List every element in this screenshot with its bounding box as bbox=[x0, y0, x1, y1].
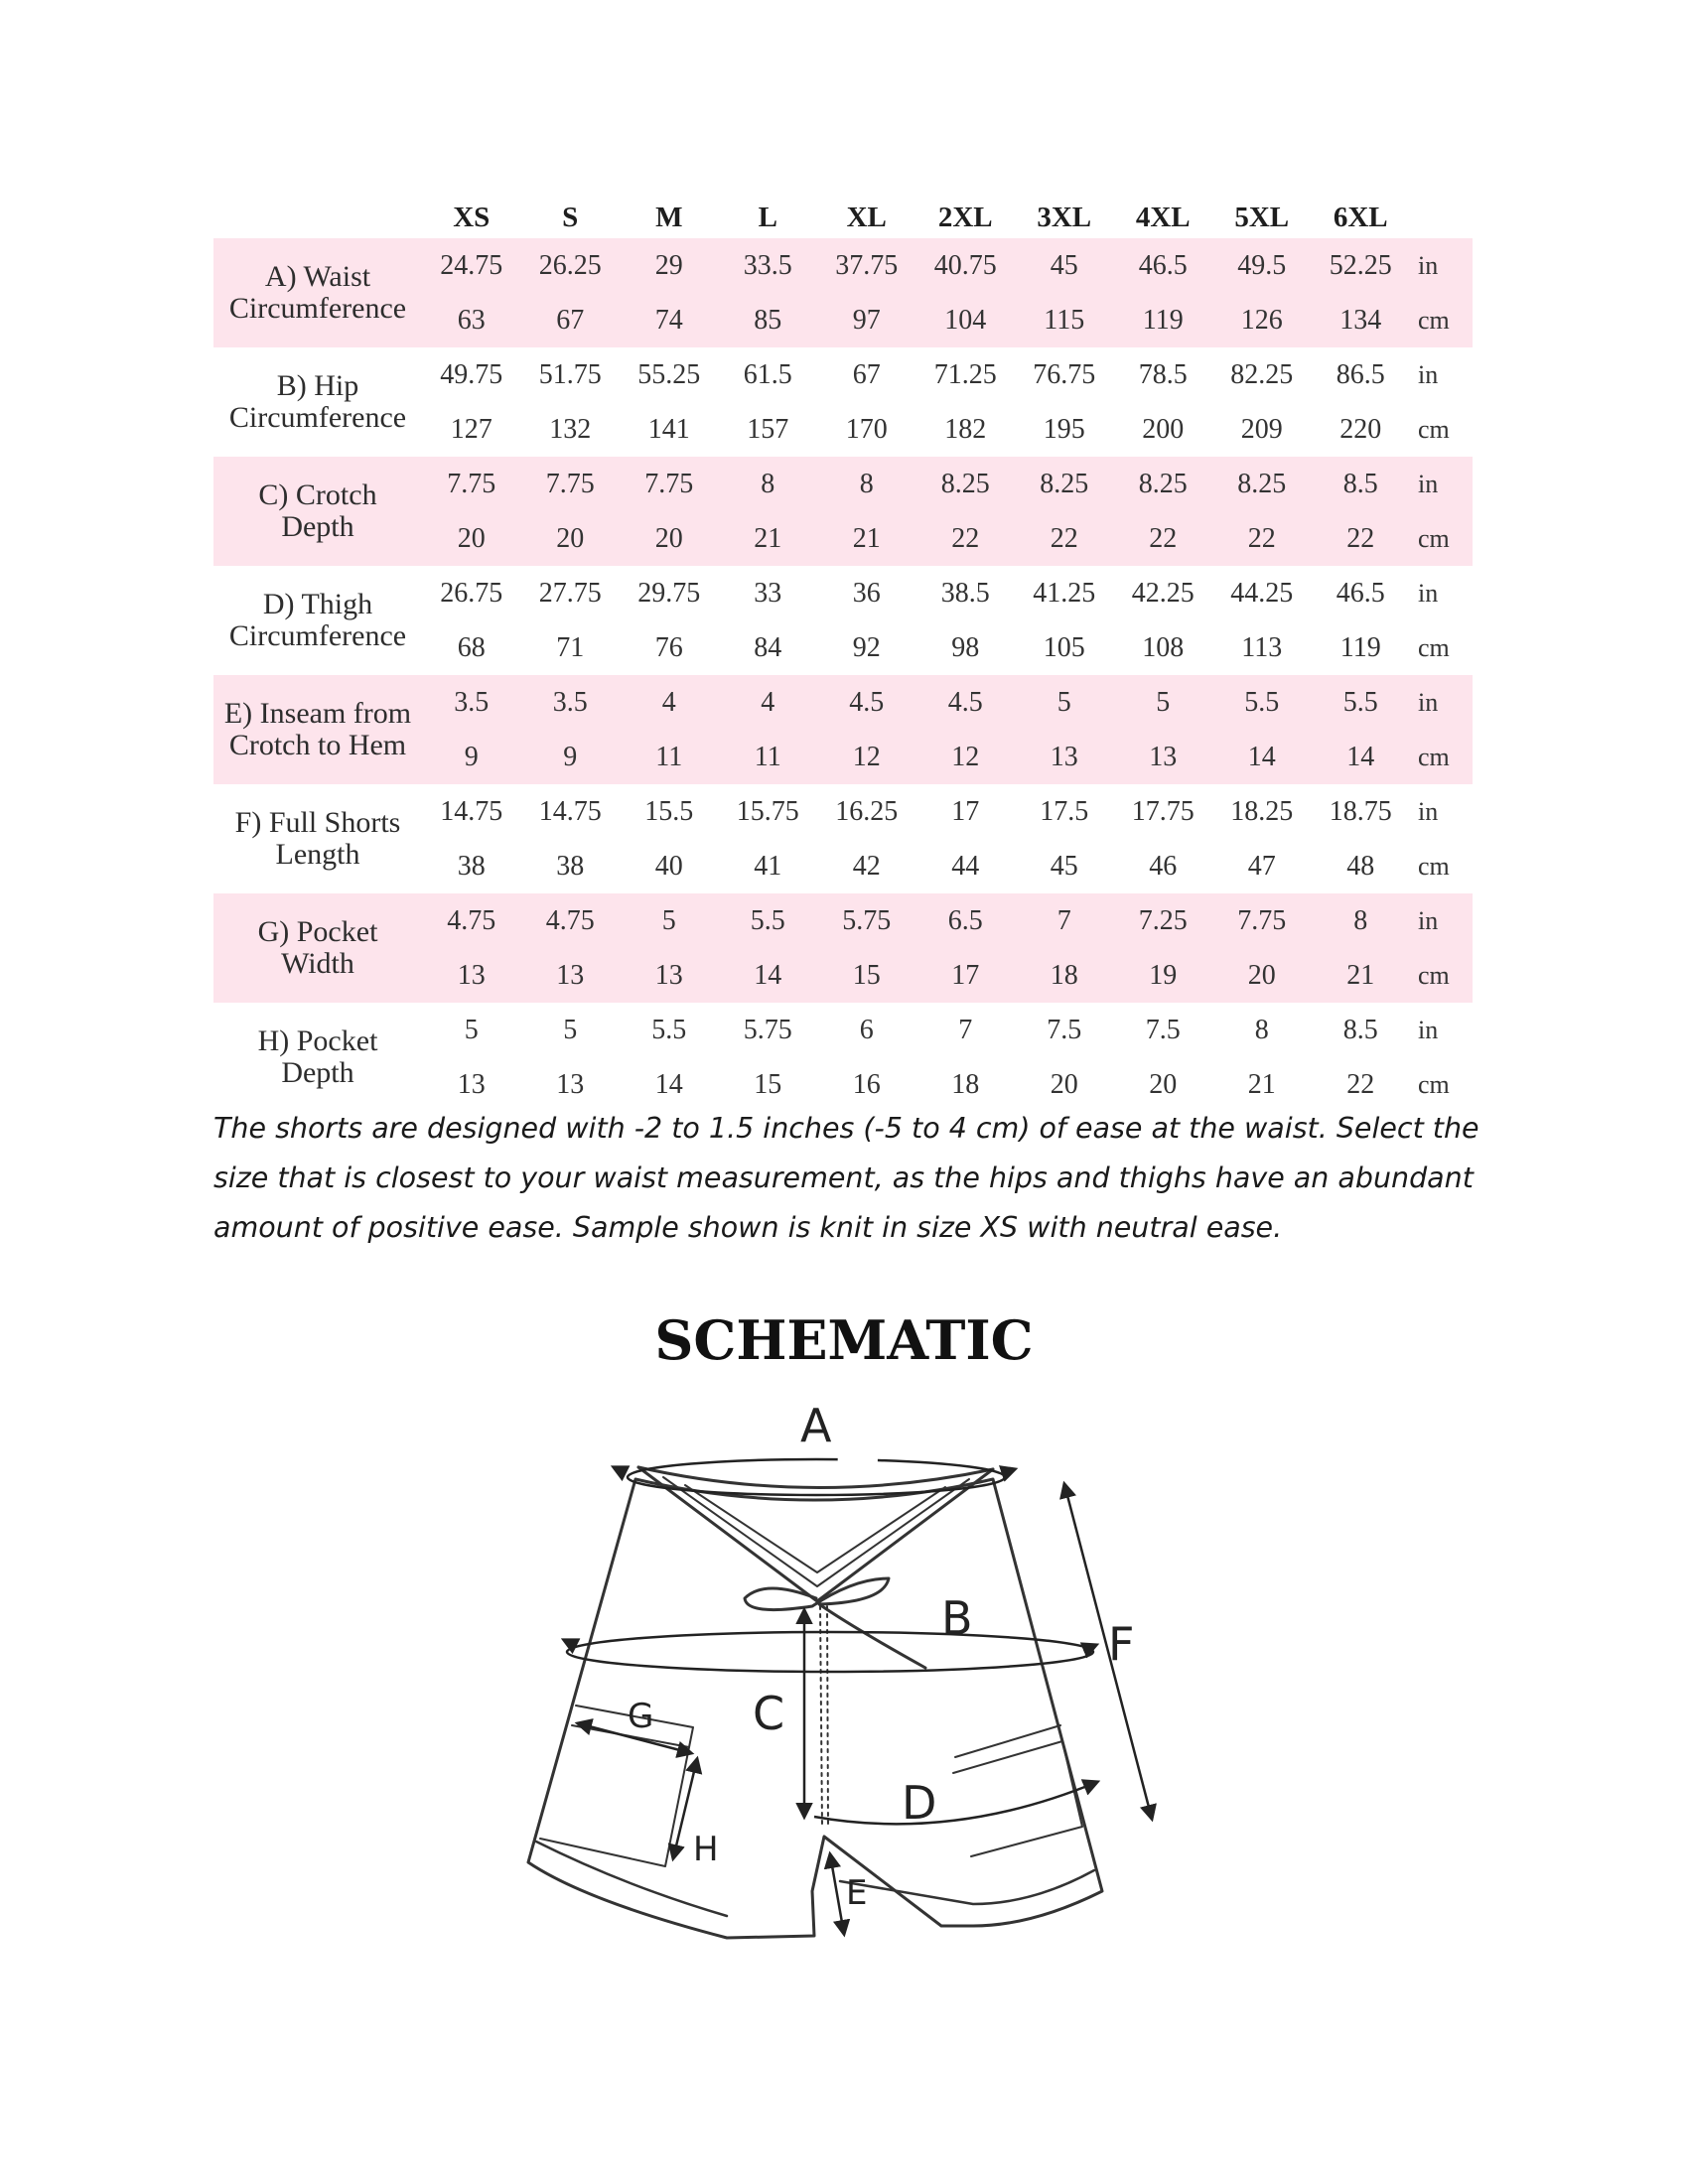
unit-cm: cm bbox=[1410, 293, 1473, 347]
value-cell-cm: 182 bbox=[944, 413, 987, 445]
value-cell-cm: 14 bbox=[719, 948, 818, 1003]
value-cell-inches: 51.75 bbox=[538, 358, 602, 390]
value-cell-cm: 21 bbox=[1247, 1068, 1276, 1100]
unit-cm: cm bbox=[1410, 511, 1473, 566]
value-cell-inches: 7.5 bbox=[1047, 1014, 1082, 1045]
value-cell-inches: 17 bbox=[951, 795, 980, 827]
value-cell-inches: 6.5 bbox=[916, 893, 1016, 948]
unit-inches: in bbox=[1410, 893, 1473, 948]
value-cell-cm: 67 bbox=[521, 293, 621, 347]
size-chart-table bbox=[213, 183, 1473, 1112]
label-h: H bbox=[693, 1830, 719, 1869]
value-cell-cm: 20 bbox=[1050, 1068, 1078, 1100]
value-cell-inches: 5 bbox=[563, 1014, 578, 1045]
measurement-label-line2: Circumference bbox=[228, 619, 407, 652]
hip-arrow bbox=[567, 1632, 1093, 1672]
value-cell-cm: 14 bbox=[1312, 730, 1411, 784]
value-cell-inches: 4.5 bbox=[817, 675, 916, 730]
value-cell-cm: 9 bbox=[521, 730, 621, 784]
value-cell-cm: 126 bbox=[1212, 293, 1312, 347]
value-cell-cm: 84 bbox=[754, 631, 782, 663]
value-cell-inches: 17.75 bbox=[1131, 795, 1195, 827]
unit-inches: in bbox=[1418, 578, 1439, 608]
value-cell-cm: 127 bbox=[450, 413, 492, 445]
value-cell-inches: 4.5 bbox=[916, 675, 1016, 730]
value-cell-cm: 21 bbox=[1312, 948, 1411, 1003]
measurement-label-line2: Crotch to Hem bbox=[228, 729, 407, 761]
value-cell-inches: 26.75 bbox=[440, 577, 503, 609]
value-cell-cm: 115 bbox=[1015, 293, 1114, 347]
value-cell-inches: 16.25 bbox=[835, 795, 899, 827]
value-cell-inches: 61.5 bbox=[743, 358, 792, 390]
value-cell-cm: 209 bbox=[1240, 413, 1283, 445]
value-cell-inches: 8.5 bbox=[1342, 1014, 1378, 1045]
value-cell-inches: 45 bbox=[1015, 238, 1114, 293]
measurement-row-inches bbox=[213, 784, 1473, 839]
value-cell-cm: 97 bbox=[817, 293, 916, 347]
measurement-label-line2: Depth bbox=[281, 510, 354, 543]
label-a: A bbox=[800, 1399, 832, 1452]
value-cell-cm: 22 bbox=[1312, 511, 1411, 566]
value-cell-cm: 18 bbox=[1015, 948, 1114, 1003]
value-cell-cm: 20 bbox=[521, 511, 621, 566]
value-cell-cm: 13 bbox=[457, 1068, 486, 1100]
value-cell-cm: 108 bbox=[1142, 631, 1185, 663]
value-cell-cm: 44 bbox=[951, 850, 980, 882]
value-cell-cm: 15 bbox=[754, 1068, 782, 1100]
value-cell-cm: 17 bbox=[916, 948, 1016, 1003]
value-cell-inches: 46.5 bbox=[1114, 238, 1213, 293]
value-cell-inches: 5.5 bbox=[1312, 675, 1411, 730]
label-f: F bbox=[1108, 1617, 1135, 1671]
waistband bbox=[638, 1467, 993, 1488]
measurement-label-line2: Circumference bbox=[228, 292, 407, 325]
value-cell-inches: 8 bbox=[817, 457, 916, 511]
value-cell-inches: 41.25 bbox=[1033, 577, 1096, 609]
value-cell-cm: 22 bbox=[1346, 1068, 1375, 1100]
value-cell-inches: 8.25 bbox=[1015, 457, 1114, 511]
size-header: M bbox=[655, 202, 683, 233]
measurement-label-line1: E) Inseam from bbox=[223, 697, 412, 730]
measurement-label-line1: H) Pocket bbox=[257, 1024, 378, 1057]
value-cell-cm: 113 bbox=[1241, 631, 1283, 663]
value-cell-cm: 12 bbox=[817, 730, 916, 784]
value-cell-cm: 20 bbox=[1212, 948, 1312, 1003]
value-cell-cm: 119 bbox=[1339, 631, 1381, 663]
unit-cm: cm bbox=[1418, 632, 1450, 662]
value-cell-cm: 13 bbox=[521, 948, 621, 1003]
size-header: 2XL bbox=[937, 202, 993, 233]
value-cell-inches: 15.5 bbox=[644, 795, 694, 827]
measurement-row-inches bbox=[213, 1003, 1473, 1057]
value-cell-cm: 68 bbox=[457, 631, 486, 663]
value-cell-inches: 24.75 bbox=[422, 238, 521, 293]
measurement-label-line2: Circumference bbox=[228, 401, 407, 434]
value-cell-cm: 13 bbox=[620, 948, 719, 1003]
size-header: 5XL bbox=[1234, 202, 1290, 233]
measurement-label-line1: C) Crotch bbox=[258, 478, 377, 511]
value-cell-inches: 15.75 bbox=[736, 795, 799, 827]
measurement-row-inches bbox=[213, 238, 1473, 293]
measurement-label bbox=[213, 784, 422, 893]
unit-inches: in bbox=[1418, 796, 1439, 826]
size-header: 6XL bbox=[1333, 202, 1388, 233]
value-cell-cm: 85 bbox=[719, 293, 818, 347]
unit-inches: in bbox=[1418, 1015, 1439, 1044]
value-cell-inches: 7.5 bbox=[1145, 1014, 1181, 1045]
value-cell-inches: 5 bbox=[1015, 675, 1114, 730]
value-cell-cm: 132 bbox=[549, 413, 592, 445]
value-cell-cm: 48 bbox=[1346, 850, 1375, 882]
measurement-label-line1: G) Pocket bbox=[257, 915, 378, 948]
value-cell-inches: 40.75 bbox=[916, 238, 1016, 293]
measurement-row-inches bbox=[213, 566, 1473, 620]
ease-note: The shorts are designed with -2 to 1.5 inches (-5 to 4 cm) of ease at the waist. Select the size that is closest to your waist measurement, as the hips and thighs have an abundant amount of positive ease. Sample shown is knit in size XS with neutral ease. bbox=[213, 1112, 1479, 1244]
value-cell-cm: 134 bbox=[1312, 293, 1411, 347]
size-chart-body bbox=[213, 238, 1473, 1112]
value-cell-cm: 46 bbox=[1149, 850, 1178, 882]
value-cell-inches: 71.25 bbox=[933, 358, 997, 390]
value-cell-inches: 8.25 bbox=[916, 457, 1016, 511]
value-cell-inches: 26.25 bbox=[521, 238, 621, 293]
measurement-label bbox=[213, 457, 422, 566]
value-cell-cm: 13 bbox=[556, 1068, 585, 1100]
size-header: L bbox=[758, 202, 777, 233]
thigh-arrow bbox=[814, 1782, 1097, 1824]
value-cell-inches: 5.75 bbox=[817, 893, 916, 948]
unit-cm: cm bbox=[1410, 948, 1473, 1003]
value-cell-cm: 21 bbox=[719, 511, 818, 566]
value-cell-inches: 3.5 bbox=[521, 675, 621, 730]
value-cell-cm: 40 bbox=[654, 850, 683, 882]
value-cell-cm: 41 bbox=[754, 850, 782, 882]
value-cell-inches: 7.25 bbox=[1114, 893, 1213, 948]
unit-cm: cm bbox=[1410, 730, 1473, 784]
measurement-label-line1: A) Waist bbox=[264, 260, 371, 293]
value-cell-cm: 13 bbox=[422, 948, 521, 1003]
value-cell-inches: 8 bbox=[1254, 1014, 1269, 1045]
value-cell-cm: 119 bbox=[1114, 293, 1213, 347]
value-cell-inches: 49.5 bbox=[1212, 238, 1312, 293]
measurement-label-line2: Depth bbox=[281, 1056, 354, 1089]
right-hem bbox=[840, 1870, 1094, 1904]
value-cell-inches: 49.75 bbox=[440, 358, 503, 390]
value-cell-cm: 38 bbox=[457, 850, 486, 882]
value-cell-cm: 11 bbox=[719, 730, 818, 784]
value-cell-inches: 7 bbox=[1015, 893, 1114, 948]
corner-cell bbox=[213, 183, 422, 238]
value-cell-inches: 67 bbox=[852, 358, 881, 390]
value-cell-cm: 19 bbox=[1114, 948, 1213, 1003]
value-cell-cm: 74 bbox=[620, 293, 719, 347]
value-cell-cm: 38 bbox=[556, 850, 585, 882]
measurement-label bbox=[213, 1003, 422, 1112]
value-cell-inches: 36 bbox=[852, 577, 881, 609]
unit-cm: cm bbox=[1418, 414, 1450, 444]
size-header: 4XL bbox=[1135, 202, 1191, 233]
value-cell-inches: 5.75 bbox=[743, 1014, 792, 1045]
unit-header bbox=[1410, 183, 1473, 238]
value-cell-inches: 5.5 bbox=[719, 893, 818, 948]
value-cell-inches: 7.75 bbox=[521, 457, 621, 511]
measurement-label-line1: F) Full Shorts bbox=[234, 806, 401, 839]
value-cell-cm: 14 bbox=[1212, 730, 1312, 784]
value-cell-inches: 8.5 bbox=[1312, 457, 1411, 511]
schematic-title: SCHEMATIC bbox=[654, 1308, 1034, 1372]
value-cell-cm: 22 bbox=[1212, 511, 1312, 566]
value-cell-inches: 29 bbox=[620, 238, 719, 293]
value-cell-inches: 52.25 bbox=[1312, 238, 1411, 293]
label-b: B bbox=[941, 1591, 973, 1645]
value-cell-inches: 5 bbox=[464, 1014, 479, 1045]
size-header: XL bbox=[846, 202, 887, 233]
value-cell-inches: 8 bbox=[719, 457, 818, 511]
center-seam bbox=[820, 1606, 822, 1827]
value-cell-inches: 7.75 bbox=[620, 457, 719, 511]
unit-cm: cm bbox=[1418, 1069, 1450, 1099]
value-cell-cm: 200 bbox=[1142, 413, 1185, 445]
value-cell-inches: 4 bbox=[719, 675, 818, 730]
value-cell-cm: 21 bbox=[817, 511, 916, 566]
label-c: C bbox=[753, 1687, 785, 1740]
value-cell-inches: 8 bbox=[1312, 893, 1411, 948]
measurement-row-inches bbox=[213, 893, 1473, 948]
value-cell-cm: 45 bbox=[1050, 850, 1078, 882]
value-cell-cm: 18 bbox=[951, 1068, 980, 1100]
value-cell-inches: 42.25 bbox=[1131, 577, 1195, 609]
unit-inches: in bbox=[1418, 359, 1439, 389]
value-cell-inches: 29.75 bbox=[637, 577, 701, 609]
value-cell-inches: 6 bbox=[859, 1014, 874, 1045]
value-cell-inches: 3.5 bbox=[422, 675, 521, 730]
value-cell-inches: 18.75 bbox=[1329, 795, 1392, 827]
value-cell-inches: 38.5 bbox=[940, 577, 990, 609]
label-d: D bbox=[902, 1776, 937, 1830]
value-cell-cm: 105 bbox=[1043, 631, 1085, 663]
value-cell-inches: 8.25 bbox=[1114, 457, 1213, 511]
measurement-label-line1: B) Hip bbox=[276, 369, 359, 402]
unit-inches: in bbox=[1410, 238, 1473, 293]
value-cell-cm: 13 bbox=[1015, 730, 1114, 784]
size-header: 3XL bbox=[1037, 202, 1092, 233]
value-cell-inches: 55.25 bbox=[637, 358, 701, 390]
measurement-label bbox=[213, 347, 422, 457]
value-cell-cm: 47 bbox=[1247, 850, 1276, 882]
value-cell-cm: 22 bbox=[1114, 511, 1213, 566]
value-cell-cm: 16 bbox=[852, 1068, 881, 1100]
value-cell-cm: 157 bbox=[747, 413, 789, 445]
value-cell-inches: 8.25 bbox=[1212, 457, 1312, 511]
value-cell-inches: 5.5 bbox=[1212, 675, 1312, 730]
value-cell-inches: 27.75 bbox=[538, 577, 602, 609]
value-cell-cm: 92 bbox=[852, 631, 881, 663]
value-cell-inches: 5.5 bbox=[651, 1014, 687, 1045]
value-cell-cm: 20 bbox=[1149, 1068, 1178, 1100]
value-cell-inches: 33 bbox=[754, 577, 782, 609]
value-cell-cm: 22 bbox=[1015, 511, 1114, 566]
value-cell-inches: 17.5 bbox=[1040, 795, 1089, 827]
value-cell-cm: 42 bbox=[852, 850, 881, 882]
shorts-schematic bbox=[496, 1390, 1192, 1946]
drawstring bbox=[745, 1578, 925, 1668]
value-cell-cm: 13 bbox=[1114, 730, 1213, 784]
shorts-outline bbox=[528, 1479, 1102, 1938]
measurement-label bbox=[213, 675, 422, 784]
measurement-row-inches bbox=[213, 457, 1473, 511]
measurement-row-inches bbox=[213, 347, 1473, 402]
unit-cm: cm bbox=[1418, 851, 1450, 881]
size-header: S bbox=[562, 202, 579, 233]
value-cell-cm: 141 bbox=[647, 413, 690, 445]
label-g: G bbox=[628, 1697, 654, 1736]
value-cell-cm: 220 bbox=[1339, 413, 1382, 445]
value-cell-inches: 7.75 bbox=[422, 457, 521, 511]
measurement-label bbox=[213, 566, 422, 675]
value-cell-cm: 14 bbox=[654, 1068, 683, 1100]
value-cell-inches: 4.75 bbox=[422, 893, 521, 948]
value-cell-cm: 20 bbox=[620, 511, 719, 566]
value-cell-cm: 15 bbox=[817, 948, 916, 1003]
value-cell-cm: 195 bbox=[1043, 413, 1085, 445]
value-cell-inches: 5 bbox=[620, 893, 719, 948]
value-cell-inches: 37.75 bbox=[817, 238, 916, 293]
value-cell-cm: 98 bbox=[951, 631, 980, 663]
measurement-row-inches bbox=[213, 675, 1473, 730]
label-e: E bbox=[846, 1873, 868, 1913]
value-cell-cm: 104 bbox=[916, 293, 1016, 347]
value-cell-cm: 12 bbox=[916, 730, 1016, 784]
inseam-arrow bbox=[830, 1854, 844, 1934]
value-cell-inches: 82.25 bbox=[1230, 358, 1294, 390]
size-header-row bbox=[213, 183, 1473, 238]
value-cell-cm: 22 bbox=[916, 511, 1016, 566]
value-cell-cm: 20 bbox=[422, 511, 521, 566]
value-cell-inches: 7 bbox=[958, 1014, 973, 1045]
measurement-label-line2: Length bbox=[275, 838, 360, 871]
value-cell-cm: 63 bbox=[422, 293, 521, 347]
right-pocket bbox=[953, 1741, 1082, 1856]
value-cell-inches: 33.5 bbox=[719, 238, 818, 293]
value-cell-inches: 46.5 bbox=[1336, 577, 1385, 609]
value-cell-inches: 4.75 bbox=[521, 893, 621, 948]
size-header: XS bbox=[453, 202, 491, 233]
value-cell-inches: 14.75 bbox=[440, 795, 503, 827]
unit-inches: in bbox=[1410, 457, 1473, 511]
value-cell-cm: 71 bbox=[556, 631, 585, 663]
value-cell-cm: 11 bbox=[620, 730, 719, 784]
value-cell-inches: 7.75 bbox=[1212, 893, 1312, 948]
value-cell-inches: 78.5 bbox=[1138, 358, 1188, 390]
value-cell-inches: 18.25 bbox=[1230, 795, 1294, 827]
measurement-label bbox=[213, 893, 422, 1003]
value-cell-inches: 76.75 bbox=[1033, 358, 1096, 390]
value-cell-cm: 170 bbox=[845, 413, 888, 445]
value-cell-inches: 14.75 bbox=[538, 795, 602, 827]
unit-inches: in bbox=[1410, 675, 1473, 730]
value-cell-cm: 76 bbox=[654, 631, 683, 663]
measurement-label-line2: Width bbox=[281, 947, 354, 980]
value-cell-cm: 9 bbox=[422, 730, 521, 784]
value-cell-inches: 44.25 bbox=[1230, 577, 1294, 609]
value-cell-inches: 5 bbox=[1114, 675, 1213, 730]
measurement-label bbox=[213, 238, 422, 347]
measurement-label-line1: D) Thigh bbox=[262, 588, 373, 620]
value-cell-inches: 4 bbox=[620, 675, 719, 730]
value-cell-inches: 86.5 bbox=[1336, 358, 1385, 390]
